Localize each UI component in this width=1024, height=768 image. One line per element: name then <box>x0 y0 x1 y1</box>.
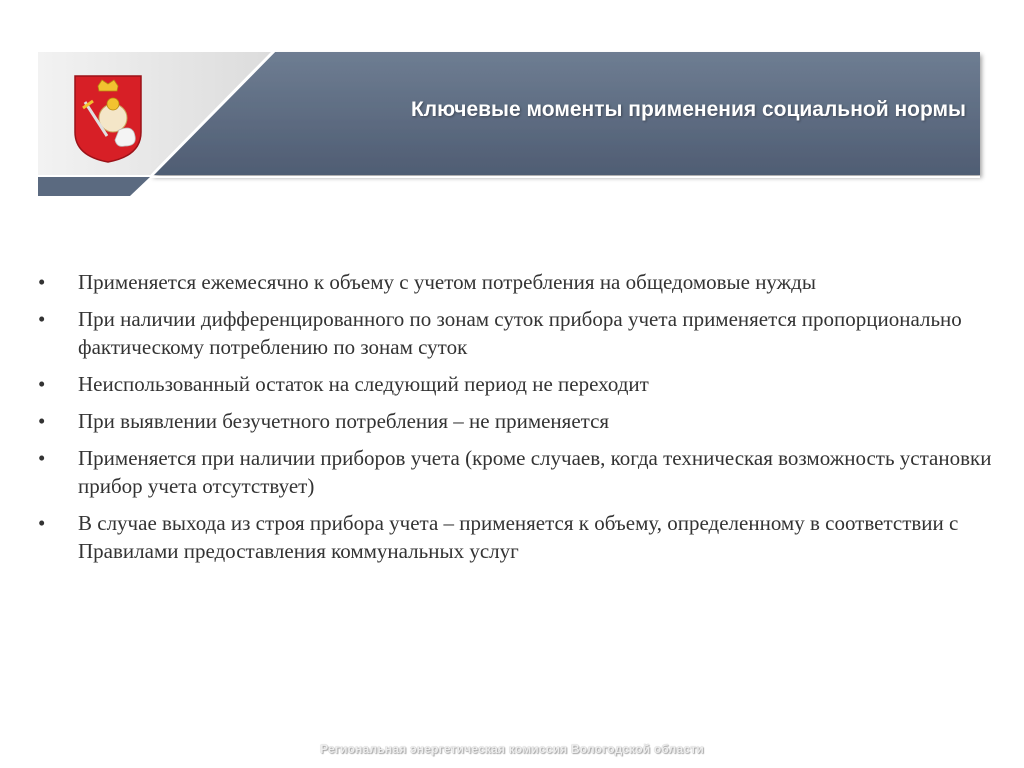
list-item-text: Неиспользованный остаток на следующий период не переходит <box>78 372 649 396</box>
bullet-list <box>38 268 998 574</box>
page-title: Ключевые моменты применения социальной нормы <box>410 98 966 121</box>
list-item <box>38 268 998 296</box>
list-item-text: При наличии дифференцированного по зонам суток прибора учета применяется пропорционально фактическому потреблению по зонам суток <box>78 307 962 359</box>
bottom-bar <box>38 177 150 196</box>
bullet-icon: • <box>38 307 46 331</box>
bullet-icon: • <box>38 409 46 433</box>
list-item-text: В случае выхода из строя прибора учета – применяется к объему, определенному в соответствии с Правилами предоставления коммунальных услуг <box>78 511 959 563</box>
list-item-text: При выявлении безучетного потребления – не применяется <box>78 409 610 433</box>
list-item <box>38 305 998 361</box>
list-item-text: Применяется при наличии приборов учета (кроме случаев, когда техническая возможность установки прибор учета отсутствует) <box>78 446 992 498</box>
bullet-icon: • <box>38 372 46 396</box>
list-item <box>38 407 998 435</box>
list-item-text: Применяется ежемесячно к объему с учетом потребления на общедомовые нужды <box>78 270 816 294</box>
footer-text: Региональная энергетическая комиссия Вологодской области <box>320 742 704 756</box>
bullet-icon: • <box>38 270 46 294</box>
list-item <box>38 509 998 565</box>
bullet-icon: • <box>38 446 46 470</box>
list-item <box>38 370 998 398</box>
coat-of-arms-icon <box>73 74 143 164</box>
list-item <box>38 444 998 500</box>
bullet-icon: • <box>38 511 46 535</box>
